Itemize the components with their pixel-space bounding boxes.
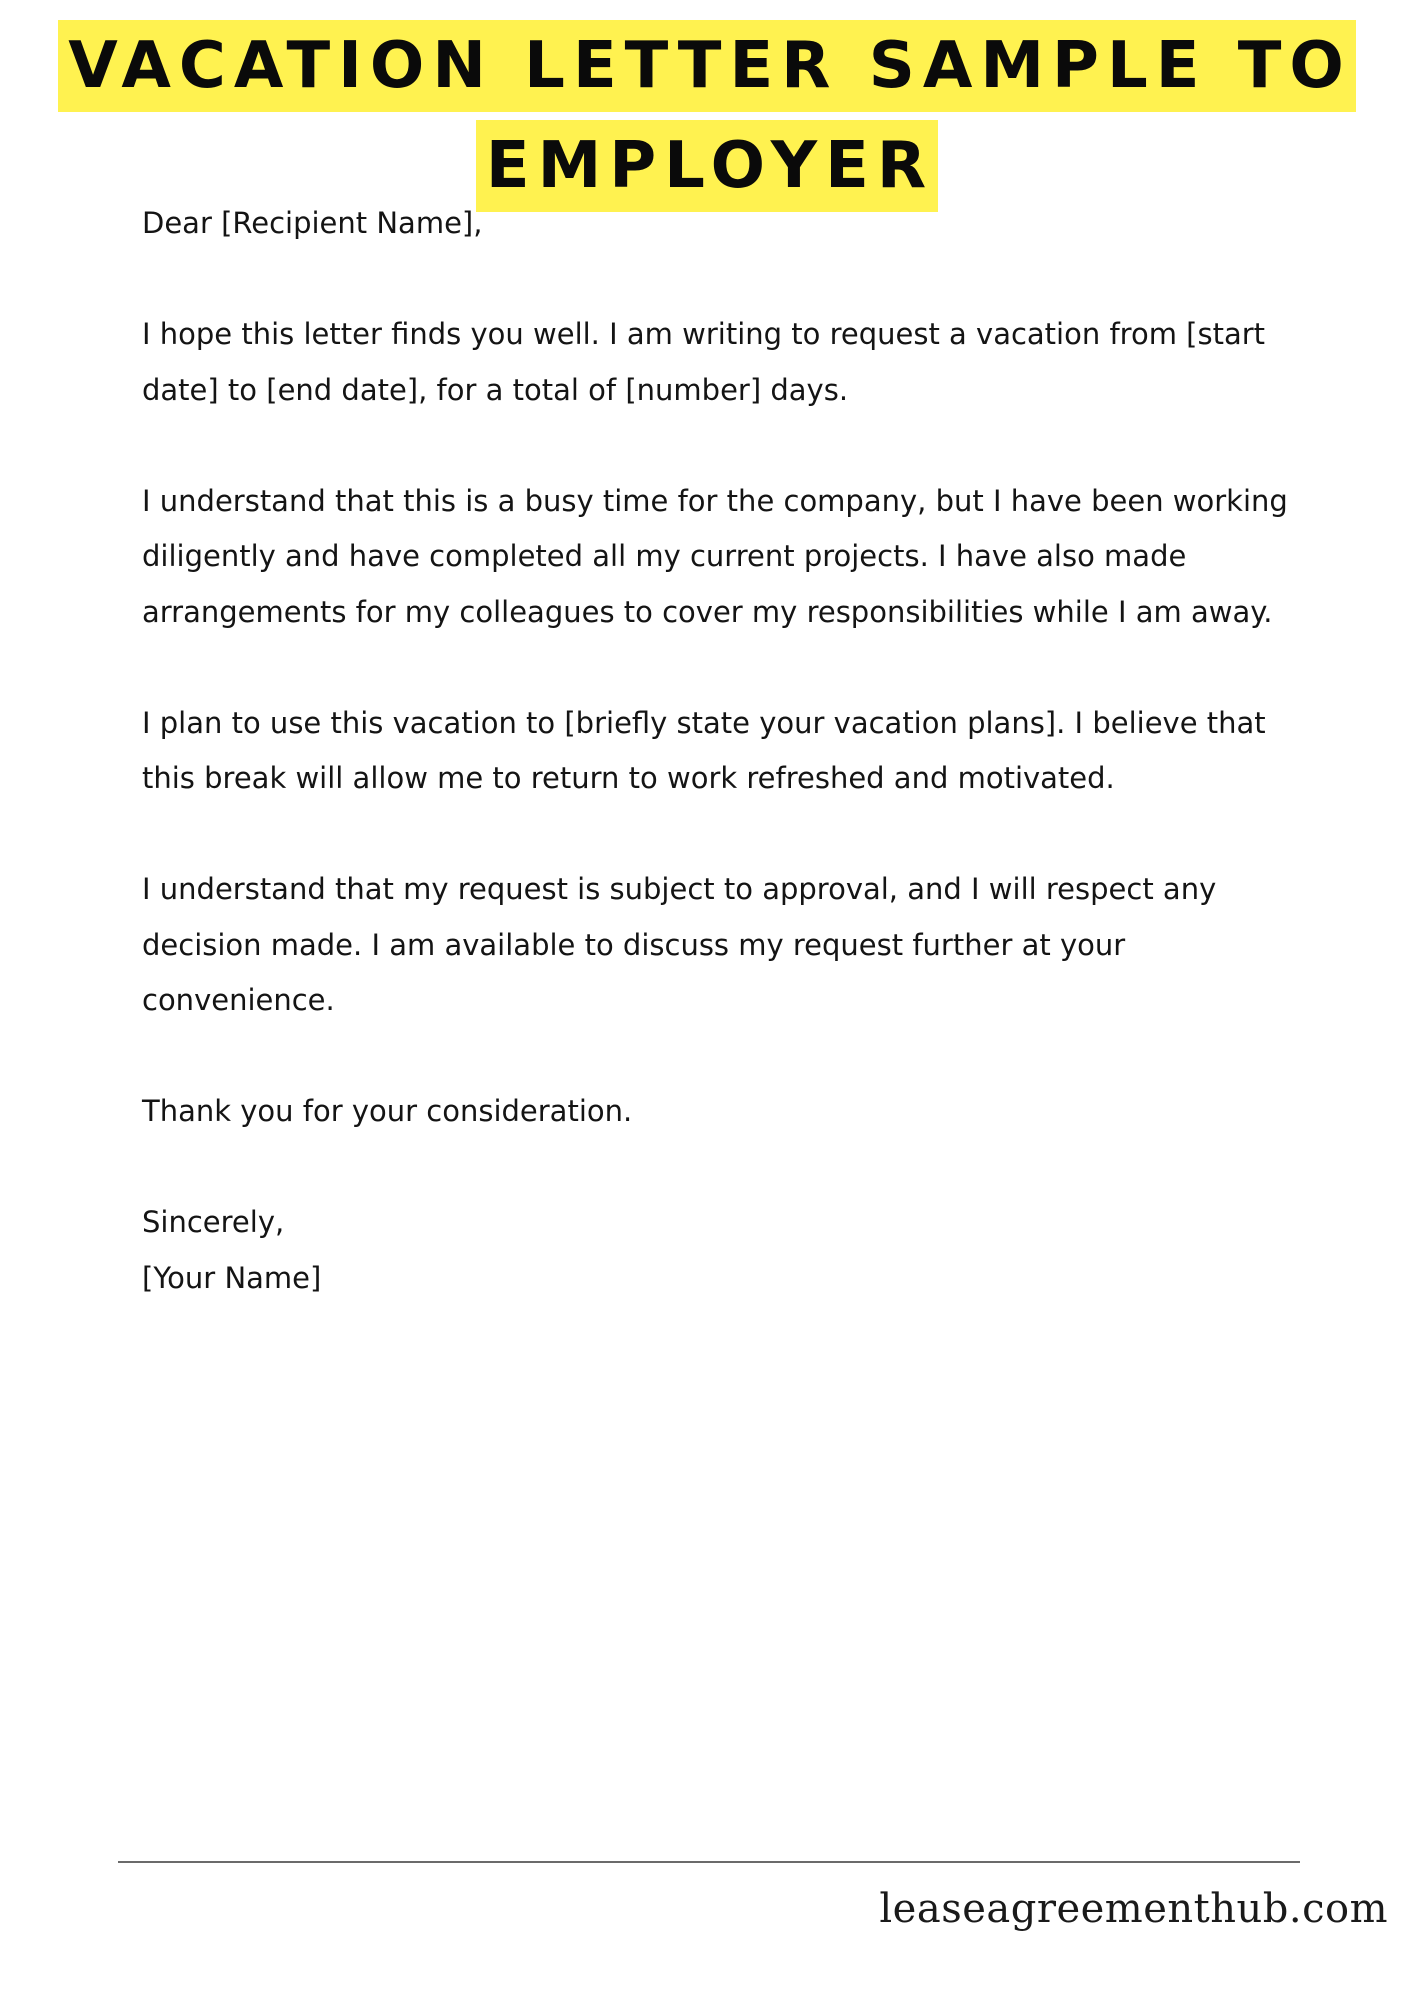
letter-body <box>142 196 1302 1306</box>
footer-divider <box>118 1861 1300 1863</box>
paragraph-4: I understand that my request is subject to approval, and I will respect any decision made. I am available to discuss my request further at your convenience. <box>142 872 1217 1017</box>
document-title <box>0 20 1414 220</box>
paragraph-2: I understand that this is a busy time for the company, but I have been working diligently and have completed all my current projects. I have also made arrangements for my colleagues to cover my responsibilities while I am away. <box>142 483 1288 629</box>
title-line-1: VACATION LETTER SAMPLE TO <box>58 20 1356 112</box>
brand-watermark: leaseagreementhub.com <box>879 1886 1388 1932</box>
salutation: Dear [Recipient Name], <box>142 206 483 240</box>
paragraph-1: I hope this letter finds you well. I am writing to request a vacation from [start date] to [end date], for a total of [number] days. <box>142 317 1266 407</box>
closing: Sincerely, <box>142 1205 285 1239</box>
signature: [Your Name] <box>142 1260 322 1295</box>
paragraph-3: I plan to use this vacation to [briefly state your vacation plans]. I believe that this break will allow me to return to work refreshed and motivated. <box>142 705 1266 795</box>
title-line-2: EMPLOYER <box>476 120 938 212</box>
paragraph-5: Thank you for your consideration. <box>142 1094 633 1128</box>
